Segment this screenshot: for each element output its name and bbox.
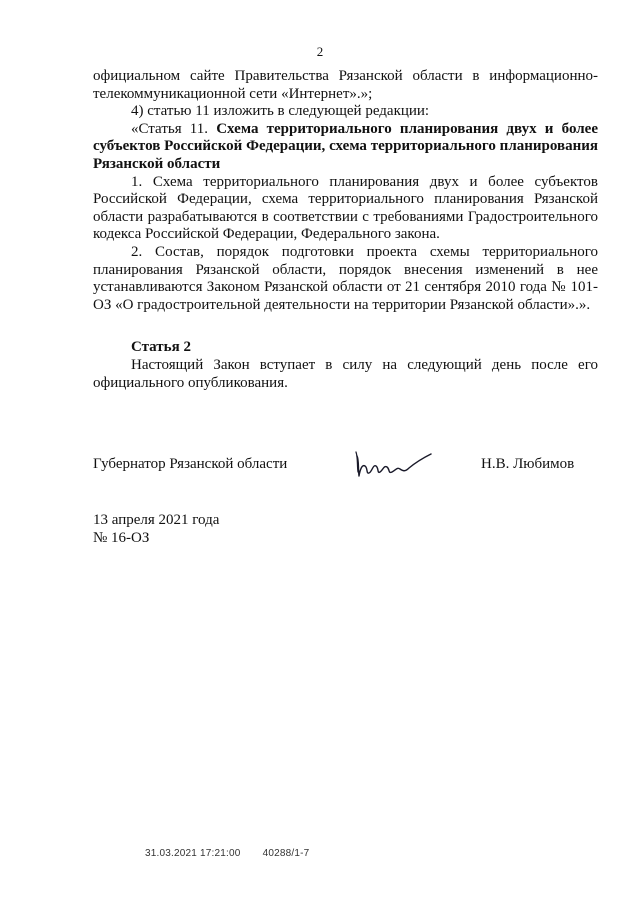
- document-body: [93, 68, 598, 392]
- article-2-title: Статья 2: [131, 339, 191, 356]
- article-11-part-2: 2. Состав, порядок подготовки проекта схемы территориального планирования Рязанской области, порядок внесения изменений в нее устанавливаются Законом Рязанской области от 21 сентября 2010 года № 101-ОЗ «О градостроительной деятельности на территории Рязанской области».».: [93, 243, 598, 313]
- footer-stamp: [145, 848, 309, 859]
- paragraph-amendment-item-4: 4) статью 11 изложить в следующей редакции:: [131, 103, 430, 120]
- governor-name: Н.В. Любимов: [481, 456, 575, 472]
- law-number: № 16-ОЗ: [93, 530, 150, 546]
- signing-date: 13 апреля 2021 года: [93, 512, 220, 528]
- article-11-part-1: 1. Схема территориального планирования двух и более субъектов Российской Федерации, схема территориального планирования Рязанской области разрабатываются в соответствии с требованиями Градостроительного кодекса Российской Федерации, Федерального закона.: [93, 173, 598, 243]
- article-11-title: Схема территориального планирования двух и более субъектов Российской Федерации, схема территориального планирования Рязанской области: [93, 120, 598, 172]
- article-2-text: Настоящий Закон вступает в силу на следующий день после его официального опубликования.: [93, 356, 598, 391]
- article-11-heading: [93, 121, 598, 174]
- date-number-block: [93, 511, 219, 547]
- signature-block: [93, 452, 598, 492]
- page-number: 2: [316, 44, 324, 59]
- paragraph-website-clause: официальном сайте Правительства Рязанской области в информационно-телекоммуникационной сети «Интернет».»;: [93, 68, 598, 102]
- article-11-label: «Статья 11.: [131, 120, 217, 137]
- governor-title: Губернатор Рязанской области: [93, 456, 288, 472]
- footer-timestamp: 31.03.2021 17:21:00: [145, 848, 241, 859]
- footer-registration-number: 40288/1-7: [262, 848, 310, 859]
- handwritten-signature-icon: [353, 446, 433, 482]
